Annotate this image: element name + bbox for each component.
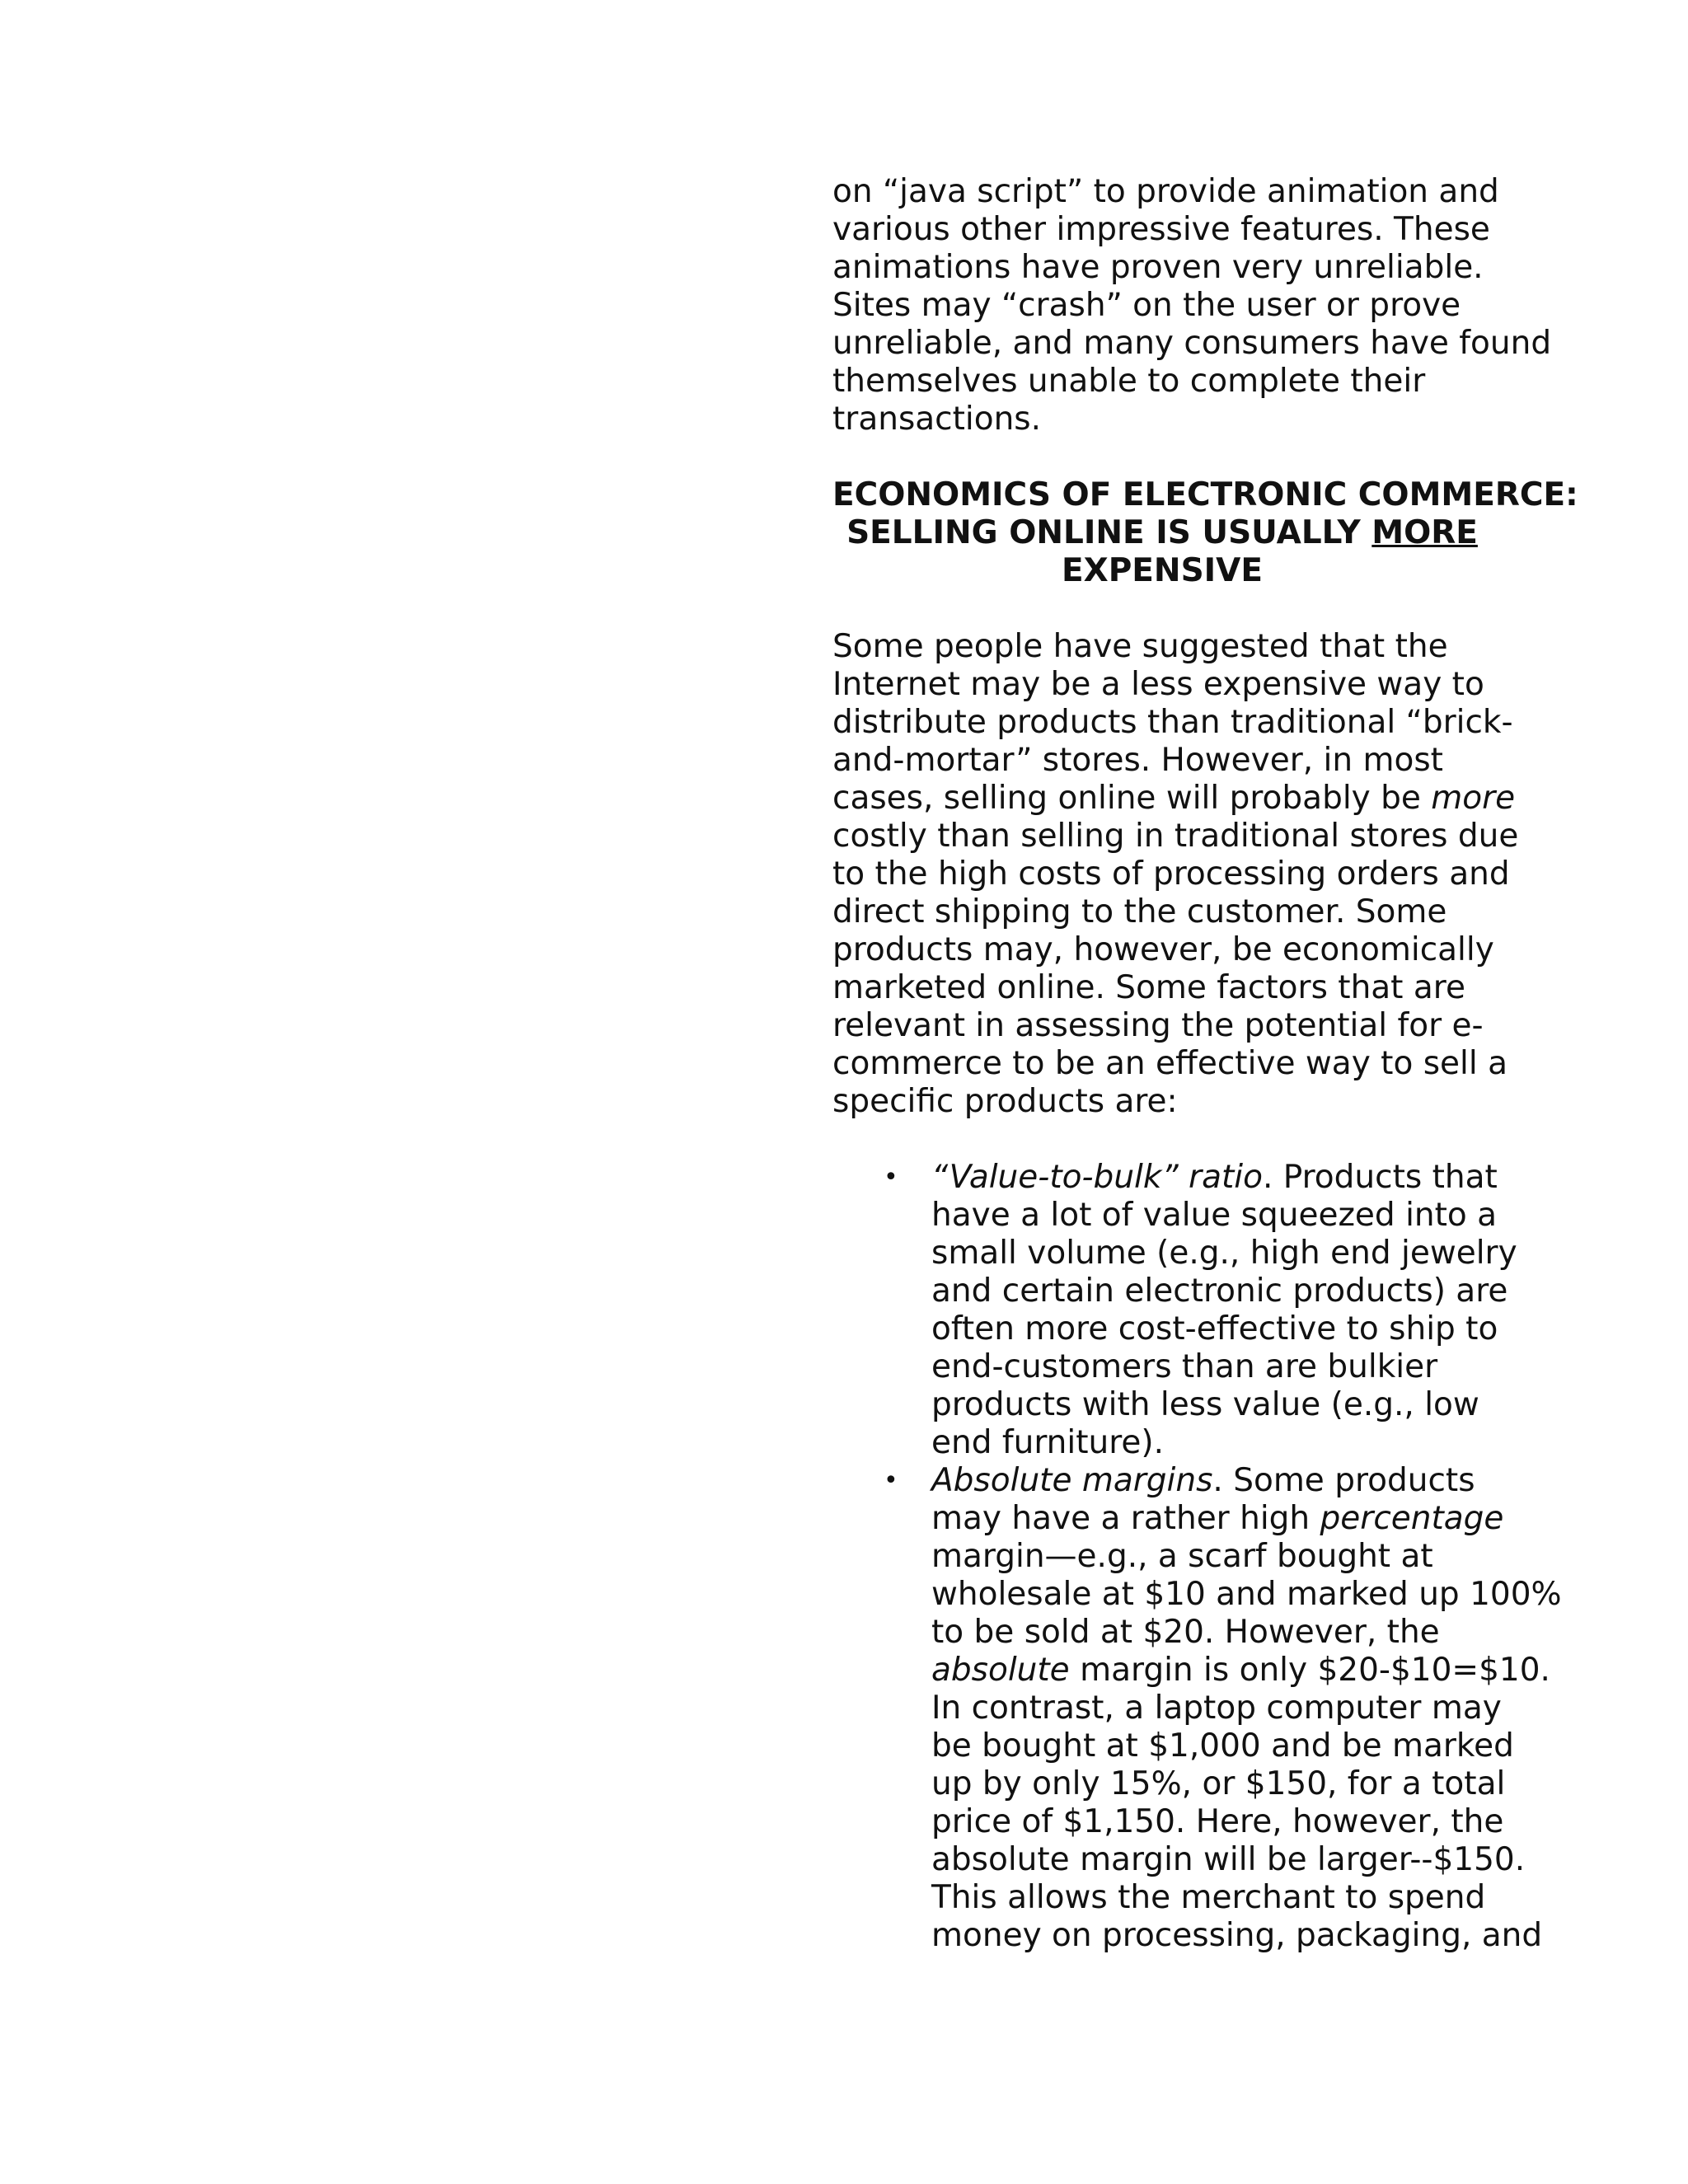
text-line: to be sold at $20. However, the — [931, 1614, 1440, 1651]
text-run: . Products that — [1262, 1159, 1498, 1196]
text-line: and certain electronic products) are — [931, 1272, 1508, 1310]
text-line: Sites may “crash” on the user or prove — [832, 287, 1461, 324]
text-line: direct shipping to the customer. Some — [832, 893, 1447, 930]
heading-underlined-word: MORE — [1372, 514, 1478, 551]
text-line: price of $1,150. Here, however, the — [931, 1803, 1504, 1840]
spacer — [832, 590, 1492, 628]
text-line: specific products are: — [832, 1083, 1178, 1120]
italic-term: “Value-to-bulk” ratio — [931, 1159, 1263, 1196]
text-run: may have a rather high — [931, 1500, 1320, 1537]
text-line: often more cost-effective to ship to — [931, 1310, 1498, 1347]
document-column — [832, 173, 1578, 1955]
text-run: cases, selling online will probably be — [832, 780, 1432, 817]
text-line: animations have proven very unreliable. — [832, 249, 1484, 286]
text-line: relevant in assessing the potential for e- — [832, 1007, 1484, 1044]
text-line — [931, 1652, 1550, 1690]
text-line: up by only 15%, or $150, for a total — [931, 1765, 1506, 1802]
heading-line: ECONOMICS OF ELECTRONIC COMMERCE: — [832, 476, 1578, 513]
italic-word: more — [1431, 780, 1516, 817]
bullet-list — [832, 1159, 1562, 1955]
bullet-item-value-to-bulk — [832, 1159, 1517, 1462]
text-line: be bought at $1,000 and be marked — [931, 1727, 1514, 1765]
text-line: unreliable, and many consumers have found — [832, 325, 1552, 362]
section-heading — [832, 476, 1578, 590]
intro-paragraph — [832, 173, 1552, 438]
bullet-item-absolute-margins — [832, 1462, 1562, 1955]
text-line: products with less value (e.g., low — [931, 1386, 1479, 1423]
text-line: end-customers than are bulkier — [931, 1348, 1438, 1385]
text-line: and-mortar” stores. However, in most — [832, 742, 1443, 779]
text-line: products may, however, be economically — [832, 931, 1494, 968]
heading-text: SELLING ONLINE IS USUALLY — [846, 514, 1372, 551]
text-line: marketed online. Some factors that are — [832, 969, 1465, 1006]
text-line: on “java script” to provide animation and — [832, 173, 1499, 210]
heading-line: EXPENSIVE — [1062, 552, 1263, 589]
text-line: margin—e.g., a scarf bought at — [931, 1538, 1433, 1575]
text-line: transactions. — [832, 401, 1042, 438]
text-line: money on processing, packaging, and — [931, 1917, 1543, 1954]
text-line: absolute margin will be larger--$150. — [931, 1841, 1526, 1878]
text-line: have a lot of value squeezed into a — [931, 1197, 1498, 1234]
text-run: margin is only $20-$10=$10. — [1069, 1652, 1550, 1689]
text-line: costly than selling in traditional stores due — [832, 818, 1519, 855]
spacer — [832, 438, 1492, 476]
bullet-marker: • — [884, 1466, 898, 1495]
text-line: wholesale at $10 and marked up 100% — [931, 1576, 1562, 1613]
text-line — [931, 1462, 1492, 1500]
text-line: various other impressive features. These — [832, 211, 1490, 248]
text-line: small volume (e.g., high end jewelry — [931, 1235, 1517, 1272]
body-paragraph — [832, 628, 1519, 1121]
text-line: Internet may be a less expensive way to — [832, 666, 1484, 703]
text-line — [931, 1500, 1504, 1538]
text-run: . Some products — [1212, 1462, 1475, 1499]
heading-line — [832, 514, 1492, 552]
text-line: Some people have suggested that the — [832, 628, 1448, 665]
italic-word: absolute — [931, 1652, 1070, 1689]
text-line: This allows the merchant to spend — [931, 1879, 1486, 1916]
text-line: end furniture). — [931, 1424, 1165, 1461]
text-line — [931, 1159, 1498, 1197]
text-line: distribute products than traditional “brick- — [832, 704, 1513, 741]
text-line: In contrast, a laptop computer may — [931, 1690, 1502, 1727]
text-line: commerce to be an effective way to sell a — [832, 1045, 1507, 1082]
text-line: to the high costs of processing orders and — [832, 855, 1510, 893]
text-line: themselves unable to complete their — [832, 363, 1426, 400]
bullet-marker: • — [884, 1163, 898, 1192]
text-line — [832, 780, 1516, 818]
italic-term: Absolute margins — [931, 1462, 1213, 1499]
italic-word: percentage — [1320, 1500, 1504, 1537]
spacer — [832, 1121, 1492, 1159]
